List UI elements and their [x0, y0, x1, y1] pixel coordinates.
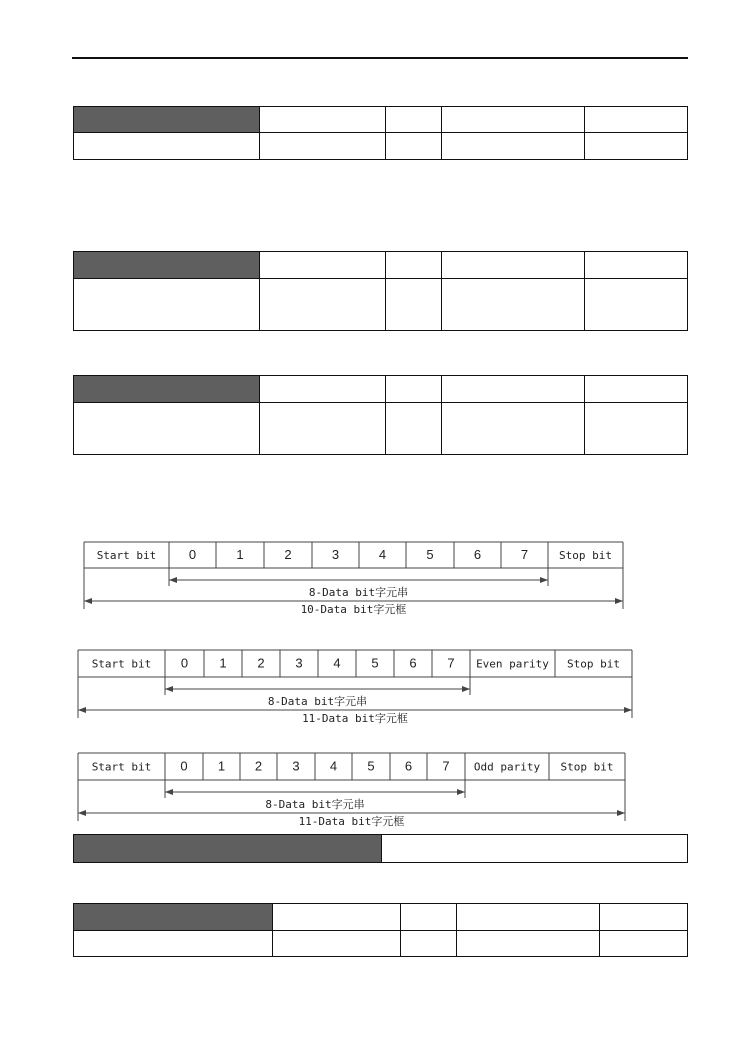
param-name-header — [74, 904, 273, 931]
frame-cell-label: Start bit — [96, 549, 157, 562]
data-bit-label: 4 — [378, 547, 387, 562]
data-bit-label: 2 — [284, 547, 292, 562]
frame-arrow-head-right — [615, 598, 623, 604]
data-bit-label: 7 — [447, 655, 455, 671]
param-bar-header — [74, 835, 381, 862]
data-bits-arrow-head-right — [462, 686, 470, 692]
frame-caption: 10-Data bit字元框 — [300, 603, 407, 616]
data-bits-arrow-head-left — [165, 789, 173, 795]
data-bit-label: 5 — [367, 758, 375, 774]
data-bit-label: 1 — [217, 758, 226, 774]
frame-cell-label: Start bit — [91, 760, 152, 774]
data-bit-label: 0 — [180, 655, 189, 671]
param-cell — [273, 931, 401, 957]
frame-cell-label: Stop bit — [567, 657, 620, 671]
data-bit-label: 6 — [409, 655, 417, 671]
data-bit-label: 6 — [473, 547, 482, 562]
data-bit-label: 3 — [292, 758, 300, 774]
param-cell — [74, 931, 273, 957]
param-cell — [457, 931, 600, 957]
data-bit-label: 7 — [520, 547, 529, 562]
data-bits-caption: 8-Data bit字元串 — [308, 586, 409, 599]
frame-arrow-head-left — [78, 707, 86, 713]
data-bits-arrow-head-left — [165, 686, 173, 692]
data-bit-label: 2 — [257, 655, 265, 671]
data-bit-label: 5 — [371, 655, 379, 671]
data-bit-label: 0 — [188, 547, 197, 562]
frame-arrow-head-right — [624, 707, 632, 713]
param-cell — [273, 904, 401, 931]
frame-cell-label: Stop bit — [560, 760, 614, 774]
param-bar — [73, 834, 688, 863]
frame-cell-label: Odd parity — [473, 760, 541, 774]
data-bit-label: 6 — [404, 758, 413, 774]
frame-cell-label: Start bit — [91, 657, 152, 671]
data-bit-label: 0 — [180, 758, 188, 774]
param-bar-value — [381, 835, 687, 862]
data-bit-label: 5 — [426, 547, 434, 562]
data-bit-label: 7 — [442, 758, 450, 774]
data-bits-arrow-head-right — [540, 577, 548, 583]
frame-arrow-head-left — [84, 598, 92, 604]
data-bits-arrow-head-left — [169, 577, 177, 583]
frame-arrow-head-left — [78, 810, 86, 816]
param-cell — [401, 931, 457, 957]
data-bit-label: 1 — [219, 655, 227, 671]
data-bit-label: 4 — [333, 655, 341, 671]
param-table-4 — [73, 903, 688, 957]
frame-cell-label: Even parity — [476, 657, 549, 671]
frame-cell-label: Stop bit — [559, 549, 612, 562]
data-bit-label: 1 — [236, 547, 244, 562]
param-cell — [600, 931, 688, 957]
data-bit-label: 3 — [295, 655, 303, 671]
frame-caption: 11-Data bit字元框 — [302, 712, 408, 725]
frame-caption: 11-Data bit字元框 — [298, 815, 405, 828]
data-bit-label: 2 — [254, 758, 263, 774]
data-bits-caption: 8-Data bit字元串 — [267, 695, 368, 708]
data-bits-caption: 8-Data bit字元串 — [265, 798, 365, 811]
frame-arrow-head-right — [617, 810, 625, 816]
data-bit-label: 3 — [331, 547, 340, 562]
param-cell — [600, 904, 688, 931]
data-bits-arrow-head-right — [457, 789, 465, 795]
param-cell — [401, 904, 457, 931]
param-cell — [457, 904, 600, 931]
data-bit-label: 4 — [329, 758, 338, 774]
